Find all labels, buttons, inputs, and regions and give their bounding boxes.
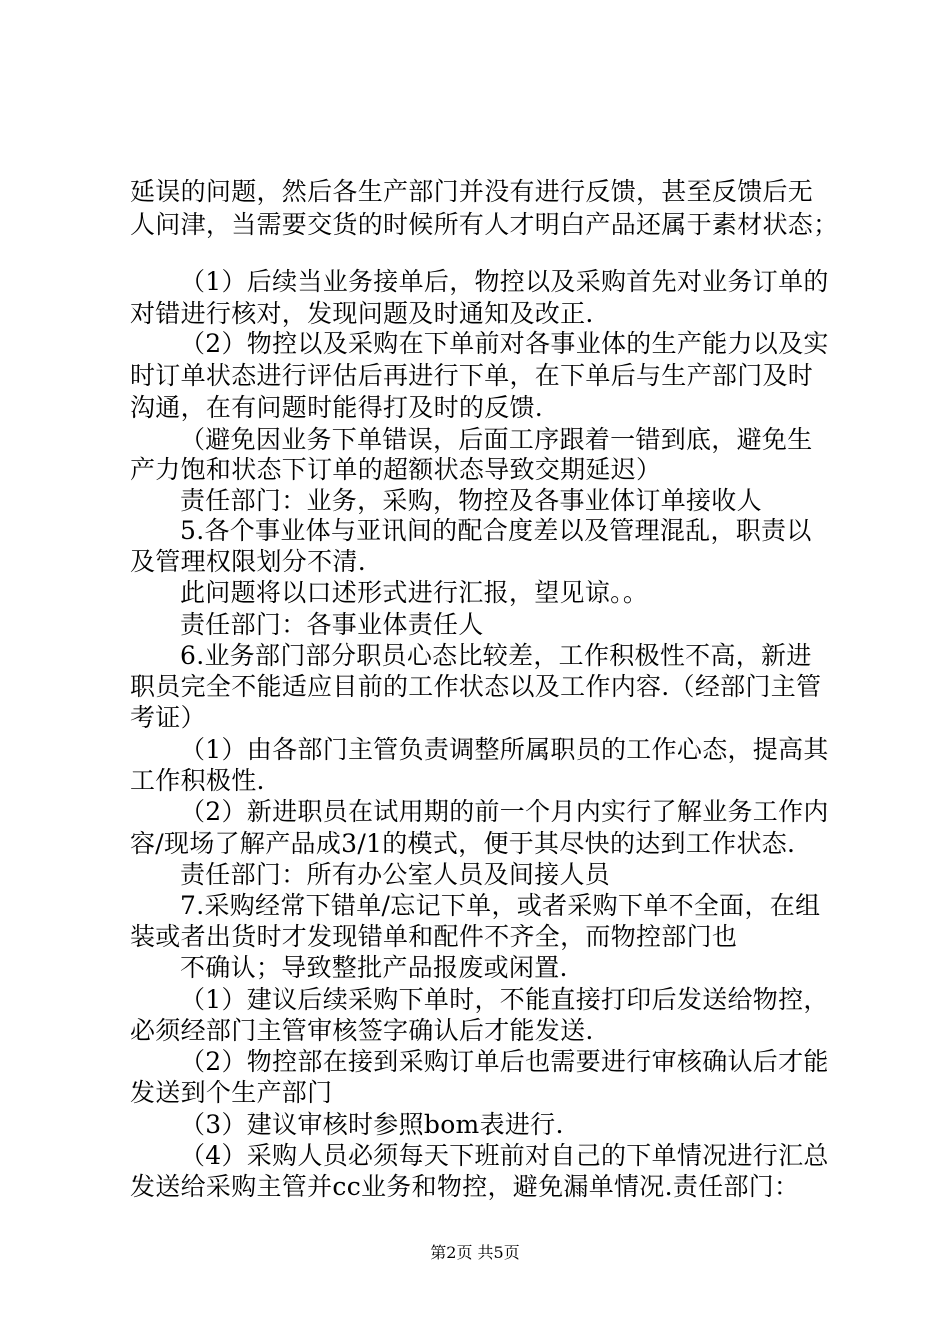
text-line: （1）后续当业务接单后，物控以及采购首先对业务订单的 xyxy=(180,267,829,296)
text-line: 发送给采购主管并cc业务和物控，避免漏单情况.责任部门： xyxy=(130,1172,800,1201)
text-line: 此问题将以口述形式进行汇报，望见谅。。 xyxy=(180,578,649,607)
text-line: （2）新进职员在试用期的前一个月内实行了解业务工作内 xyxy=(180,797,829,826)
text-line: （4）采购人员必须每天下班前对自己的下单情况进行汇总 xyxy=(180,1141,829,1170)
page-number-footer: 第2页 共5页 xyxy=(430,1243,520,1262)
text-line: 责任部门：各事业体责任人 xyxy=(180,610,484,639)
text-line: 7.采购经常下错单/忘记下单，或者采购下单不全面，在组 xyxy=(180,891,821,920)
text-line: 及管理权限划分不清. xyxy=(130,547,366,576)
text-line: （避免因业务下单错误，后面工序跟着一错到底，避免生 xyxy=(180,425,813,454)
text-line: 责任部门：业务，采购，物控及各事业体订单接收人 xyxy=(180,486,762,515)
text-line: （1）建议后续采购下单时，不能直接打印后发送给物控， xyxy=(180,985,829,1014)
text-line: 职员完全不能适应目前的工作状态以及工作内容.（经部门主管 xyxy=(130,672,822,701)
text-line: 容/现场了解产品成3/1的模式，便于其尽快的达到工作状态. xyxy=(130,829,796,858)
text-line: 沟通，在有问题时能得打及时的反馈. xyxy=(130,393,544,422)
text-line: 责任部门：所有办公室人员及间接人员 xyxy=(180,860,611,889)
text-line: 延误的问题，然后各生产部门并没有进行反馈，甚至反馈后无 xyxy=(130,177,814,206)
text-line: 不确认；导致整批产品报废或闲置. xyxy=(180,953,568,982)
text-line: 考证） xyxy=(130,703,206,732)
text-line: （2）物控部在接到采购订单后也需要进行审核确认后才能 xyxy=(180,1047,829,1076)
text-line: 时订单状态进行评估后再进行下单，在下单后与生产部门及时 xyxy=(130,361,814,390)
text-line: 必须经部门主管审核签字确认后才能发送. xyxy=(130,1016,594,1045)
text-line: （2）物控以及采购在下单前对各事业体的生产能力以及实 xyxy=(180,329,829,358)
text-line: （3）建议审核时参照bom表进行. xyxy=(180,1110,564,1139)
text-line: 发送到个生产部门 xyxy=(130,1078,333,1107)
text-line: （1）由各部门主管负责调整所属职员的工作心态，提高其 xyxy=(180,735,829,764)
text-line: 6.业务部门部分职员心态比较差，工作积极性不高，新进 xyxy=(180,641,812,670)
text-line: 装或者出货时才发现错单和配件不齐全，而物控部门也 xyxy=(130,922,738,951)
text-line: 工作积极性. xyxy=(130,766,265,795)
text-line: 人问津，当需要交货的时候所有人才明白产品还属于素材状态； xyxy=(130,210,839,239)
text-line: 产力饱和状态下订单的超额状态导致交期延迟） xyxy=(130,455,662,484)
text-line: 5.各个事业体与亚讯间的配合度差以及管理混乱，职责以 xyxy=(180,516,812,545)
text-line: 对错进行核对，发现问题及时通知及改正. xyxy=(130,299,594,328)
